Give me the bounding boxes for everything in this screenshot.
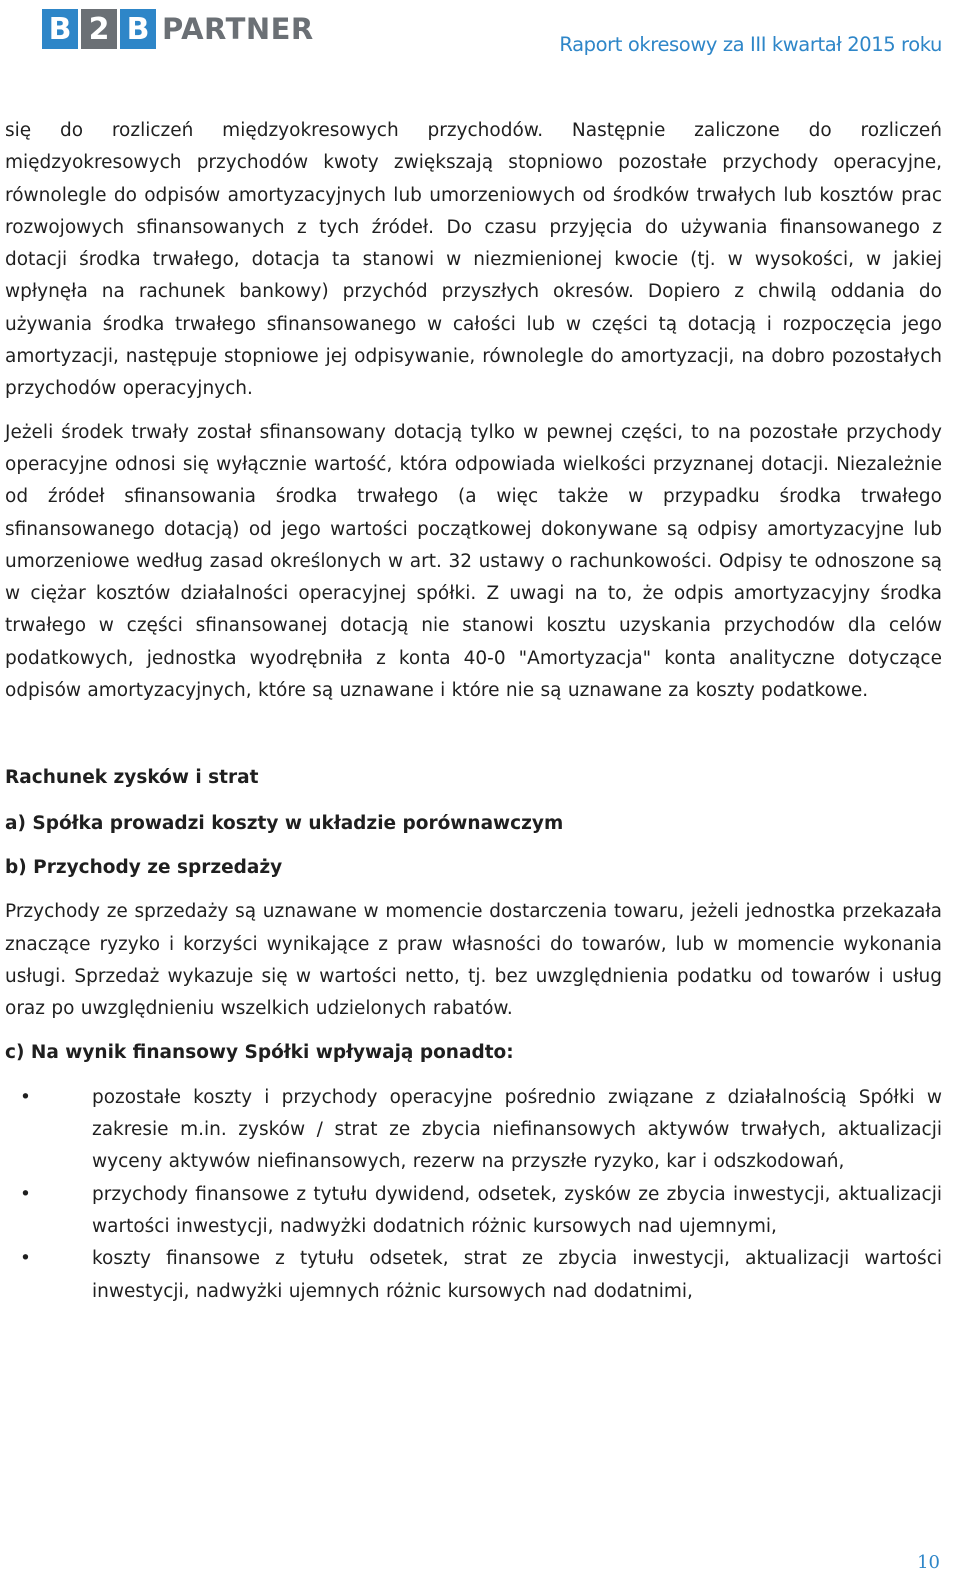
logo-letter-b: B (42, 9, 78, 49)
section-heading: Rachunek zysków i strat (5, 767, 259, 789)
list-item (5, 1082, 942, 1179)
subheading-a: a) Spółka prowadzi koszty w układzie porównawczym (5, 812, 564, 834)
paragraph-partial-financing: Jeżeli środek trwały został sfinansowany dotacją tylko w pewnej części, to na pozostałe przychody operacyjne odnosi się wyłącznie wartość, która odpowiada wielkości przyznanej dotacji. Niezależnie od źródeł sfinansowania środka trwałego (a więc także w przypadku środka trwałego sfinansowanego dotacją) od jego wartości początkowej dokonywane są odpisy amortyzacyjne lub umorzeniowe według zasad określonych w art. 32 ustawy o rachunkowości. Odpisy te odnoszone są w ciężar kosztów działalności operacyjnej spółki. Z uwagi na to, że odpis amortyzacyjny środka trwałego w części sfinansowanej dotacją nie stanowi kosztu uzyskania przychodów dla celów podatkowych, jednostka wyodrębniła z konta 40-0 "Amortyzacja" konta analityczne dotyczące odpisów amortyzacyjnych, które są uznawane i które nie są uznawane za koszty podatkowe. (5, 421, 942, 702)
bullet-list (5, 1082, 942, 1308)
logo-wordmark: PARTNER (162, 12, 314, 46)
list-item (5, 1179, 942, 1244)
page-header (0, 0, 960, 80)
subheading-b: b) Przychody ze sprzedaży (5, 856, 283, 878)
subheading-c: c) Na wynik finansowy Spółki wpływają ponadto: (5, 1042, 514, 1064)
list-item-text: pozostałe koszty i przychody operacyjne pośrednio związane z działalnością Spółki w zakresie m.in. zysków / strat ze zbycia niefinansowych aktywów trwałych, aktualizacji wyceny aktywów niefinansowych, rezerw na przyszłe ryzyko, kar i odszkodowań, (92, 1086, 942, 1173)
report-title: Raport okresowy za III kwartał 2015 roku (559, 33, 942, 56)
b2bpartner-logo (42, 8, 314, 50)
bullet-icon: • (20, 1183, 31, 1205)
page-number: 10 (917, 1552, 940, 1573)
list-item-text: koszty finansowe z tytułu odsetek, strat ze zbycia inwestycji, aktualizacji wartości inwestycji, nadwyżki ujemnych różnic kursowych nad dodatnimi, (92, 1248, 942, 1302)
paragraph-subsidies: się do rozliczeń międzyokresowych przychodów. Następnie zaliczone do rozliczeń międzyokresowych przychodów kwoty zwiększają stopniowo pozostałe przychody operacyjne, równolegle do odpisów amortyzacyjnych lub umorzeniowych od środków trwałych lub kosztów prac rozwojowych sfinansowanych z tych źródeł. Do czasu przyjęcia do używania finansowanego z dotacji środka trwałego, dotacja ta stanowi w niezmienionej kwocie (tj. w wysokości, w jakiej wpłynęła na rachunek bankowy) przychód przyszłych okresów. Dopiero z chwilą oddania do używania środka trwałego sfinansowanego w całości lub w części tą dotacją i rozpoczęcia jego amortyzacji, następuje stopniowe jej odpisywanie, równolegle do amortyzacji, na dobro pozostałych przychodów operacyjnych. (5, 120, 942, 400)
paragraph-sales-revenue: Przychody ze sprzedaży są uznawane w momencie dostarczenia towaru, jeżeli jednostka przekazała znaczące ryzyko i korzyści wynikające z praw własności do towarów, lub w momencie wykonania usługi. Sprzedaż wykazuje się w wartości netto, tj. bez uwzględnienia podatku od towarów i usług oraz po uwzględnieniu wszelkich udzielonych rabatów. (5, 901, 942, 1020)
bullet-icon: • (20, 1086, 31, 1108)
list-item (5, 1243, 942, 1308)
logo-letter-b-second: B (120, 9, 156, 49)
document-body (5, 115, 942, 1308)
logo-digit-2: 2 (81, 9, 117, 49)
bullet-icon: • (20, 1248, 31, 1270)
list-item-text: przychody finansowe z tytułu dywidend, odsetek, zysków ze zbycia inwestycji, aktualizacji wartości inwestycji, nadwyżki dodatnich różnic kursowych nad ujemnymi, (92, 1183, 942, 1237)
